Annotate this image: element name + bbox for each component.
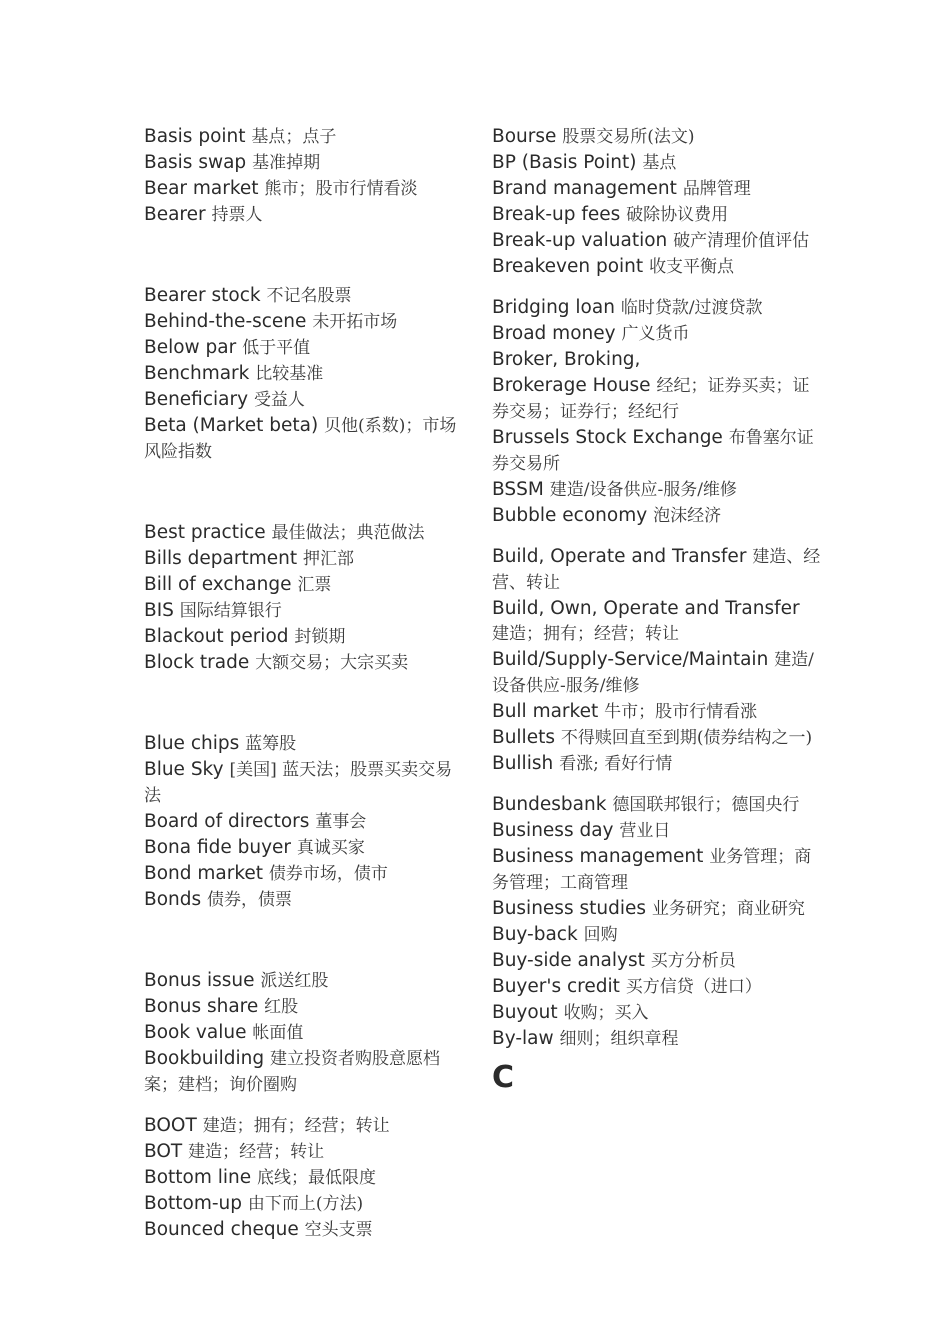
glossary-entry	[492, 844, 822, 896]
entry-definition: 不得赎回直至到期(债券结构之一)	[560, 728, 813, 748]
entry-definition: 买方信贷（进口）	[625, 977, 762, 997]
entry-term: Bullish	[492, 753, 554, 774]
entry-term: Bona fide buyer	[144, 837, 292, 858]
entry-term: Benchmark	[144, 363, 250, 384]
entry-term: Build, Operate and Transfer	[492, 546, 747, 567]
glossary-entry	[144, 309, 462, 335]
entry-term: Bill of exchange	[144, 574, 292, 595]
glossary-entry	[492, 1000, 822, 1026]
entry-term: Basis point	[144, 126, 246, 147]
entry-term: Bond market	[144, 863, 264, 884]
entry-definition: 蓝筹股	[245, 734, 297, 754]
entry-definition: 董事会	[315, 812, 367, 832]
glossary-entry	[492, 228, 822, 254]
glossary-entry	[144, 520, 462, 546]
entry-definition: 押汇部	[302, 549, 354, 569]
entry-definition: 建造、经营、转让	[492, 547, 821, 593]
entry-definition: 基准掉期	[252, 153, 321, 173]
entry-definition: 建造；经营；转让	[188, 1142, 325, 1162]
entry-definition: 债券，债票	[207, 890, 293, 910]
glossary-entry	[492, 792, 822, 818]
glossary-entry	[144, 887, 462, 913]
entry-definition: 封锁期	[294, 627, 346, 647]
glossary-entry	[492, 425, 822, 477]
glossary-entry	[492, 974, 822, 1000]
entry-definition: 建立投资者购股意愿档案；建档；询价圈购	[144, 1049, 441, 1095]
entry-definition: 基点；点子	[251, 127, 337, 147]
glossary-entry	[144, 624, 462, 650]
entry-definition: 品牌管理	[682, 179, 751, 199]
entry-term: Broad money	[492, 323, 616, 344]
entry-definition: 买方分析员	[650, 951, 736, 971]
glossary-entry	[144, 1046, 462, 1098]
entry-gap	[492, 280, 822, 295]
entry-term: Bridging loan	[492, 297, 615, 318]
right-glossary-column	[492, 124, 822, 1098]
glossary-entry	[492, 596, 822, 647]
entry-definition: 牛市；股市行情看涨	[604, 702, 758, 722]
entry-term: Bearer stock	[144, 285, 261, 306]
entry-term: Broker, Broking,	[492, 349, 641, 370]
entry-definition: 看涨; 看好行情	[559, 754, 673, 774]
entry-term: Bourse	[492, 126, 557, 147]
section-letter-heading: C	[492, 1060, 515, 1095]
glossary-entry	[144, 335, 462, 361]
entry-gap	[492, 529, 822, 544]
glossary-entry	[144, 1020, 462, 1046]
glossary-entry	[492, 725, 822, 751]
entry-term: Build, Own, Operate and Transfer	[492, 598, 800, 619]
entry-term: Behind-the-scene	[144, 311, 307, 332]
entry-term: Best practice	[144, 522, 266, 543]
entry-definition: 细则；组织章程	[559, 1029, 679, 1049]
entry-definition: 债券市场，债市	[268, 864, 388, 884]
entry-term: Basis swap	[144, 152, 247, 173]
entry-definition: 帐面值	[252, 1023, 304, 1043]
entry-definition: 贝他(系数)；市场风险指数	[144, 416, 457, 462]
entry-definition: 基点	[642, 153, 677, 173]
glossary-entry	[492, 176, 822, 202]
entry-term: BOOT	[144, 1115, 197, 1136]
entry-term: Bookbuilding	[144, 1048, 265, 1069]
entry-term: Brussels Stock Exchange	[492, 427, 723, 448]
entry-term: Breakeven point	[492, 256, 644, 277]
glossary-entry	[492, 647, 822, 699]
entry-definition: 比较基准	[255, 364, 324, 384]
entry-term: Beta (Market beta)	[144, 415, 319, 436]
glossary-entry	[144, 150, 462, 176]
entry-definition: 真诚买家	[296, 838, 365, 858]
entry-term: Bounced cheque	[144, 1219, 299, 1240]
entry-definition: 底线；最低限度	[257, 1168, 377, 1188]
entry-term: Bonus share	[144, 996, 259, 1017]
entry-definition: 汇票	[297, 575, 332, 595]
entry-term: Below par	[144, 337, 237, 358]
glossary-entry	[144, 546, 462, 572]
entry-term: Build/Supply-Service/Maintain	[492, 649, 769, 670]
glossary-entry	[144, 598, 462, 624]
entry-gap	[492, 777, 822, 792]
entry-definition: 最佳做法；典范做法	[271, 523, 425, 543]
glossary-entry	[144, 1191, 462, 1217]
glossary-entry	[144, 387, 462, 413]
glossary-entry	[144, 202, 462, 228]
entry-definition: 回购	[583, 925, 618, 945]
entry-term: BOT	[144, 1141, 183, 1162]
entry-definition: [美国] 蓝天法；股票买卖交易法	[144, 760, 453, 806]
entry-term: Business studies	[492, 898, 646, 919]
entry-definition: 德国联邦银行；德国央行	[612, 795, 800, 815]
entry-term: Buy-back	[492, 924, 578, 945]
entry-definition: 低于平值	[242, 338, 311, 358]
entry-term: Bottom line	[144, 1167, 252, 1188]
glossary-entry	[492, 477, 822, 503]
glossary-entry	[492, 896, 822, 922]
entry-definition: 建造；拥有；经营；转让	[202, 1116, 390, 1136]
entry-definition: 派送红股	[260, 971, 329, 991]
entry-definition: 股票交易所(法文)	[562, 127, 695, 147]
glossary-entry	[492, 347, 822, 373]
glossary-entry	[144, 1217, 462, 1243]
entry-term: Business management	[492, 846, 704, 867]
entry-definition: 广义货币	[621, 324, 690, 344]
entry-definition: 破除协议费用	[626, 205, 729, 225]
entry-term: Blue Sky	[144, 759, 224, 780]
entry-definition: 未开拓市场	[312, 312, 398, 332]
entry-definition: 国际结算银行	[179, 601, 282, 621]
glossary-entry	[144, 1113, 462, 1139]
entry-term: Bubble economy	[492, 505, 648, 526]
glossary-entry	[144, 283, 462, 309]
entry-term: BP (Basis Point)	[492, 152, 637, 173]
glossary-entry	[144, 968, 462, 994]
entry-term: Brand management	[492, 178, 677, 199]
entry-definition: 收购；买入	[563, 1003, 649, 1023]
entry-term: Book value	[144, 1022, 247, 1043]
glossary-entry	[492, 202, 822, 228]
entry-term: Brokerage House	[492, 375, 651, 396]
glossary-entry	[492, 124, 822, 150]
entry-definition: 持票人	[211, 205, 263, 225]
left-glossary-column	[144, 124, 462, 1243]
entry-term: Buyer's credit	[492, 976, 620, 997]
entry-term: Buy-side analyst	[492, 950, 645, 971]
glossary-entry	[492, 751, 822, 777]
entry-definition: 收支平衡点	[649, 257, 735, 277]
entry-term: Bundesbank	[492, 794, 607, 815]
glossary-entry	[144, 757, 462, 809]
entry-definition: 由下而上(方法)	[247, 1194, 364, 1214]
glossary-entry	[144, 572, 462, 598]
entry-term: BSSM	[492, 479, 544, 500]
entry-term: Bull market	[492, 701, 599, 722]
glossary-entry	[492, 818, 822, 844]
glossary-entry	[492, 948, 822, 974]
entry-term: BIS	[144, 600, 174, 621]
entry-definition: 业务管理；商务管理；工商管理	[492, 847, 812, 893]
entry-definition: 业务研究；商业研究	[651, 899, 805, 919]
entry-term: Bonus issue	[144, 970, 255, 991]
entry-gap	[144, 228, 462, 283]
glossary-entry	[144, 413, 462, 465]
glossary-entry	[144, 835, 462, 861]
glossary-entry	[492, 544, 822, 596]
glossary-entry	[492, 1026, 822, 1052]
entry-term: Bonds	[144, 889, 202, 910]
entry-definition: 熊市；股市行情看淡	[264, 179, 418, 199]
entry-definition: 临时贷款/过渡贷款	[620, 298, 763, 318]
entry-definition: 不记名股票	[266, 286, 352, 306]
entry-term: Break-up fees	[492, 204, 621, 225]
entry-term: Beneficiary	[144, 389, 249, 410]
glossary-entry	[144, 124, 462, 150]
entry-definition: 泡沫经济	[653, 506, 722, 526]
glossary-entry	[492, 503, 822, 529]
entry-definition: 建造/设备供应-服务/维修	[549, 480, 737, 500]
entry-definition: 破产清理价值评估	[673, 231, 810, 251]
entry-definition: 受益人	[253, 390, 305, 410]
entry-term: Bullets	[492, 727, 555, 748]
entry-term: Board of directors	[144, 811, 310, 832]
glossary-entry	[492, 321, 822, 347]
entry-term: Bearer	[144, 204, 206, 225]
entry-term: Business day	[492, 820, 614, 841]
entry-gap	[144, 1098, 462, 1113]
entry-term: Block trade	[144, 652, 250, 673]
entry-definition: 空头支票	[304, 1220, 373, 1240]
entry-term: Bills department	[144, 548, 298, 569]
glossary-entry	[144, 1139, 462, 1165]
entry-definition: 大额交易；大宗买卖	[255, 653, 409, 673]
glossary-entry	[492, 295, 822, 321]
entry-definition: 建造；拥有；经营；转让	[492, 624, 679, 644]
entry-definition: 营业日	[619, 821, 671, 841]
glossary-entry	[492, 373, 822, 425]
glossary-entry	[144, 361, 462, 387]
glossary-entry	[144, 176, 462, 202]
glossary-entry	[144, 809, 462, 835]
entry-term: Bear market	[144, 178, 259, 199]
entry-term: Bottom-up	[144, 1193, 243, 1214]
glossary-entry	[144, 861, 462, 887]
entry-term: Break-up valuation	[492, 230, 668, 251]
entry-gap	[144, 913, 462, 968]
entry-gap	[144, 676, 462, 731]
entry-definition: 红股	[264, 997, 299, 1017]
entry-term: Buyout	[492, 1002, 558, 1023]
glossary-entry	[144, 1165, 462, 1191]
entry-definition: 布鲁塞尔证券交易所	[492, 428, 814, 474]
glossary-entry	[144, 994, 462, 1020]
glossary-entry	[144, 731, 462, 757]
glossary-entry	[144, 650, 462, 676]
glossary-entry	[492, 922, 822, 948]
glossary-entry	[492, 150, 822, 176]
entry-term: Blue chips	[144, 733, 240, 754]
entry-term: Blackout period	[144, 626, 289, 647]
entry-definition: 建造/设备供应-服务/维修	[492, 650, 814, 696]
entry-definition: 经纪；证券买卖；证券交易；证券行；经纪行	[492, 376, 810, 422]
glossary-entry	[492, 254, 822, 280]
entry-gap	[144, 465, 462, 520]
glossary-entry	[492, 699, 822, 725]
entry-term: By-law	[492, 1028, 554, 1049]
